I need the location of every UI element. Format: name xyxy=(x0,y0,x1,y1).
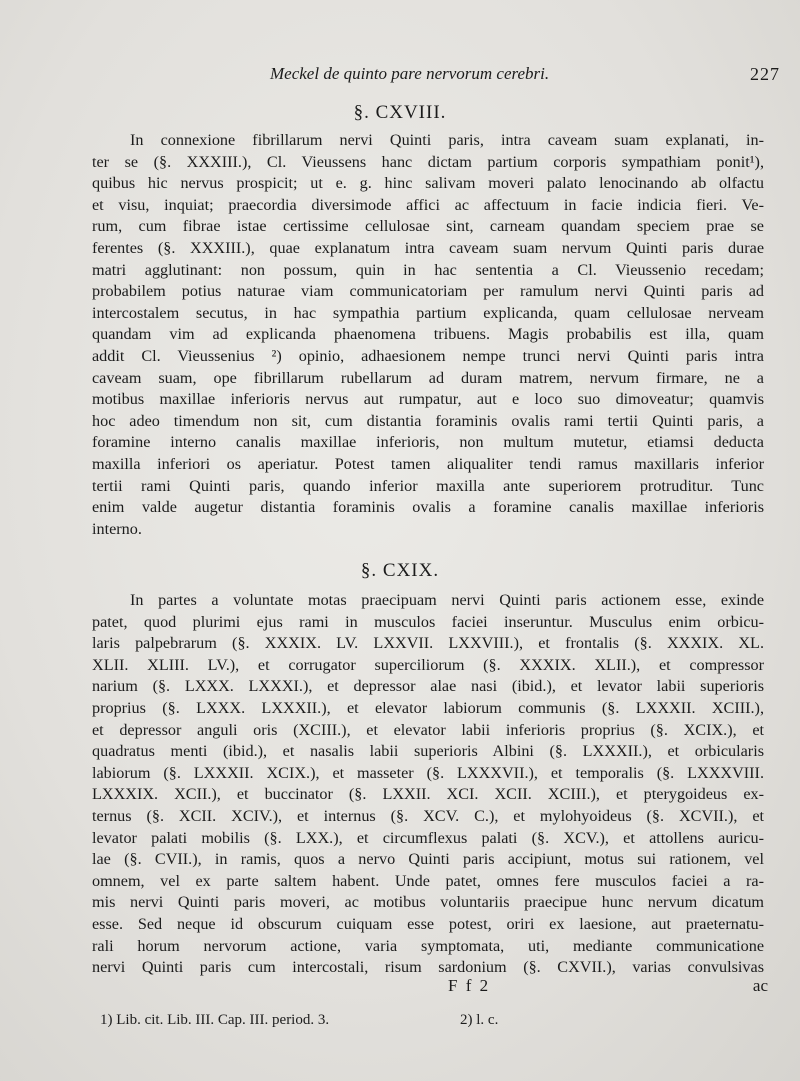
signature-line xyxy=(0,976,800,996)
text-line: ter se (§. XXXIII.), Cl. Vieussens hanc dictam partium corporis sympathiam ponit¹), xyxy=(92,152,764,171)
text-line: In connexione fibrillarum nervi Quinti paris, intra caveam suam explanati, in- xyxy=(130,131,764,149)
text-line: et depressor anguli oris (XCIII.), et elevator labii inferioris proprius (§. XCIX.), et xyxy=(92,720,764,739)
text-line: quibus hic nervus prospicit; ut e. g. hinc salivam moveri palato lenocinando ab olfactu xyxy=(92,174,764,193)
section-cxix-text xyxy=(92,590,764,979)
text-line: intercostalem secutus, in hac sympathia partium explicanda, quam cellulosae nerveam xyxy=(92,303,764,322)
text-line: XLII. XLIII. LV.), et corrugator superciliorum (§. XXXIX. XLII.), et compressor xyxy=(92,655,764,674)
catchword: ac xyxy=(752,976,768,995)
text-line: interno. xyxy=(92,519,142,538)
text-line: rum, cum fibrae istae certissime cellulosae sint, carneam quandam speciem prae se xyxy=(92,217,764,236)
page-header xyxy=(0,64,800,90)
text-line: mis nervi Quinti paris moveri, ac motibus voluntariis praecipue hunc nervum dicatum xyxy=(92,893,764,912)
text-line: addit Cl. Vieussenius ²) opinio, adhaesionem nempe trunci nervi Quinti paris intra xyxy=(92,346,764,365)
text-line: hoc adeo timendum non sit, cum distantia foraminis ovalis rami tertii Quinti paris, a xyxy=(92,411,764,430)
footnote-1: 1) Lib. cit. Lib. III. Cap. III. period. 3. xyxy=(100,1012,330,1028)
section-cxviii-text xyxy=(92,130,764,540)
text-line: omnem, vel ex parte saltem habent. Unde patet, omnes fere musculos faciei a ra- xyxy=(92,871,764,890)
text-line: et visu, inquiat; praecordia diversimode affici ac affectuum in facie indicia fieri. Ve- xyxy=(92,195,764,214)
text-line: caveam suam, ope fibrillarum rubellarum ad duram matrem, nervum firmare, ne a xyxy=(92,368,764,387)
text-line: ferentes (§. XXXIII.), quae explanatum intra caveam suam nervum Quinti paris durae xyxy=(92,238,764,257)
text-line: maxilla inferiori os aperiatur. Potest tamen aliqualiter tendi ramus maxillaris inferior xyxy=(92,454,764,473)
text-line: rali horum nervorum actione, varia symptomata, uti, mediante communicatione xyxy=(92,936,764,955)
section-title-cxix: §. CXIX. xyxy=(360,560,440,581)
page-number: 227 xyxy=(750,64,780,84)
text-line: lae (§. CVII.), in ramis, quos a nervo Quinti paris accipiunt, motus sui rationem, vel xyxy=(92,850,764,869)
text-line: ternus (§. XCII. XCIV.), et internus (§. XCV. C.), et mylohyoideus (§. XCVII.), et xyxy=(92,806,764,825)
text-line: esse. Sed neque id obscurum cuiquam esse potest, oriri ex laesione, aut praeternatu- xyxy=(92,914,764,933)
text-line: motibus maxillae inferioris nervus aut rumpatur, aut e loco suo dimoveatur; quamvis xyxy=(92,390,764,409)
footnote-2: 2) l. c. xyxy=(460,1012,499,1028)
text-line: nervi Quinti paris cum intercostali, risum sardonium (§. CXVII.), varias convulsivas xyxy=(92,958,764,977)
text-line: proprius (§. LXXX. LXXXII.), et elevator labiorum communis (§. LXXXII. XCIII.), xyxy=(92,698,764,717)
text-line: probabilem potius naturae viam communicatoriam per ramulum nervi Quinti paris ad xyxy=(92,282,764,301)
text-line: laris palpebrarum (§. XXXIX. LV. LXXVII. LXXVIII.), et frontalis (§. XXXIX. XL. xyxy=(92,634,764,653)
text-line: enim valde augetur distantia foraminis ovalis a foramine canalis maxillae inferioris xyxy=(92,498,764,517)
text-line: levator palati mobilis (§. LXX.), et circumflexus palati (§. XCV.), et attollens auricu- xyxy=(92,828,764,847)
text-line: tertii rami Quinti paris, quando inferior maxilla ante superiorem protruditur. Tunc xyxy=(92,476,764,495)
text-line: foramine interno canalis maxillae inferioris, non multum mutetur, etiamsi deducta xyxy=(92,433,764,452)
text-line: quadratus menti (ibid.), et nasalis labii superioris Albini (§. LXXXII.), et orbicularis xyxy=(92,742,764,761)
text-line: narium (§. LXXX. LXXXI.), et depressor alae nasi (ibid.), et levator labii superioris xyxy=(92,677,764,696)
text-line: labiorum (§. LXXXII. XCIX.), et masseter (§. LXXXVII.), et temporalis (§. LXXXVIII. xyxy=(92,763,764,782)
running-head: Meckel de quinto pare nervorum cerebri. xyxy=(270,64,550,83)
signature-mark: F f 2 xyxy=(448,976,491,995)
text-line: patet, quod plurimi ejus rami in musculos faciei inseruntur. Musculus enim orbicu- xyxy=(92,612,764,631)
text-line: matri agglutinant: non possum, quin in hac sententia a Cl. Vieussenio recedam; xyxy=(92,260,764,279)
section-title-cxviii: §. CXVIII. xyxy=(353,102,447,123)
footnotes xyxy=(100,1012,760,1034)
text-line: quandam vim ad explicanda phaenomena tribuens. Magis probabilis est illa, quam xyxy=(92,325,764,344)
text-line: LXXXIX. XCII.), et buccinator (§. LXXII. XCI. XCII. XCIII.), et pterygoideus ex- xyxy=(92,785,764,804)
text-line: In partes a voluntate motas praecipuam nervi Quinti paris actionem esse, exinde xyxy=(130,591,764,609)
